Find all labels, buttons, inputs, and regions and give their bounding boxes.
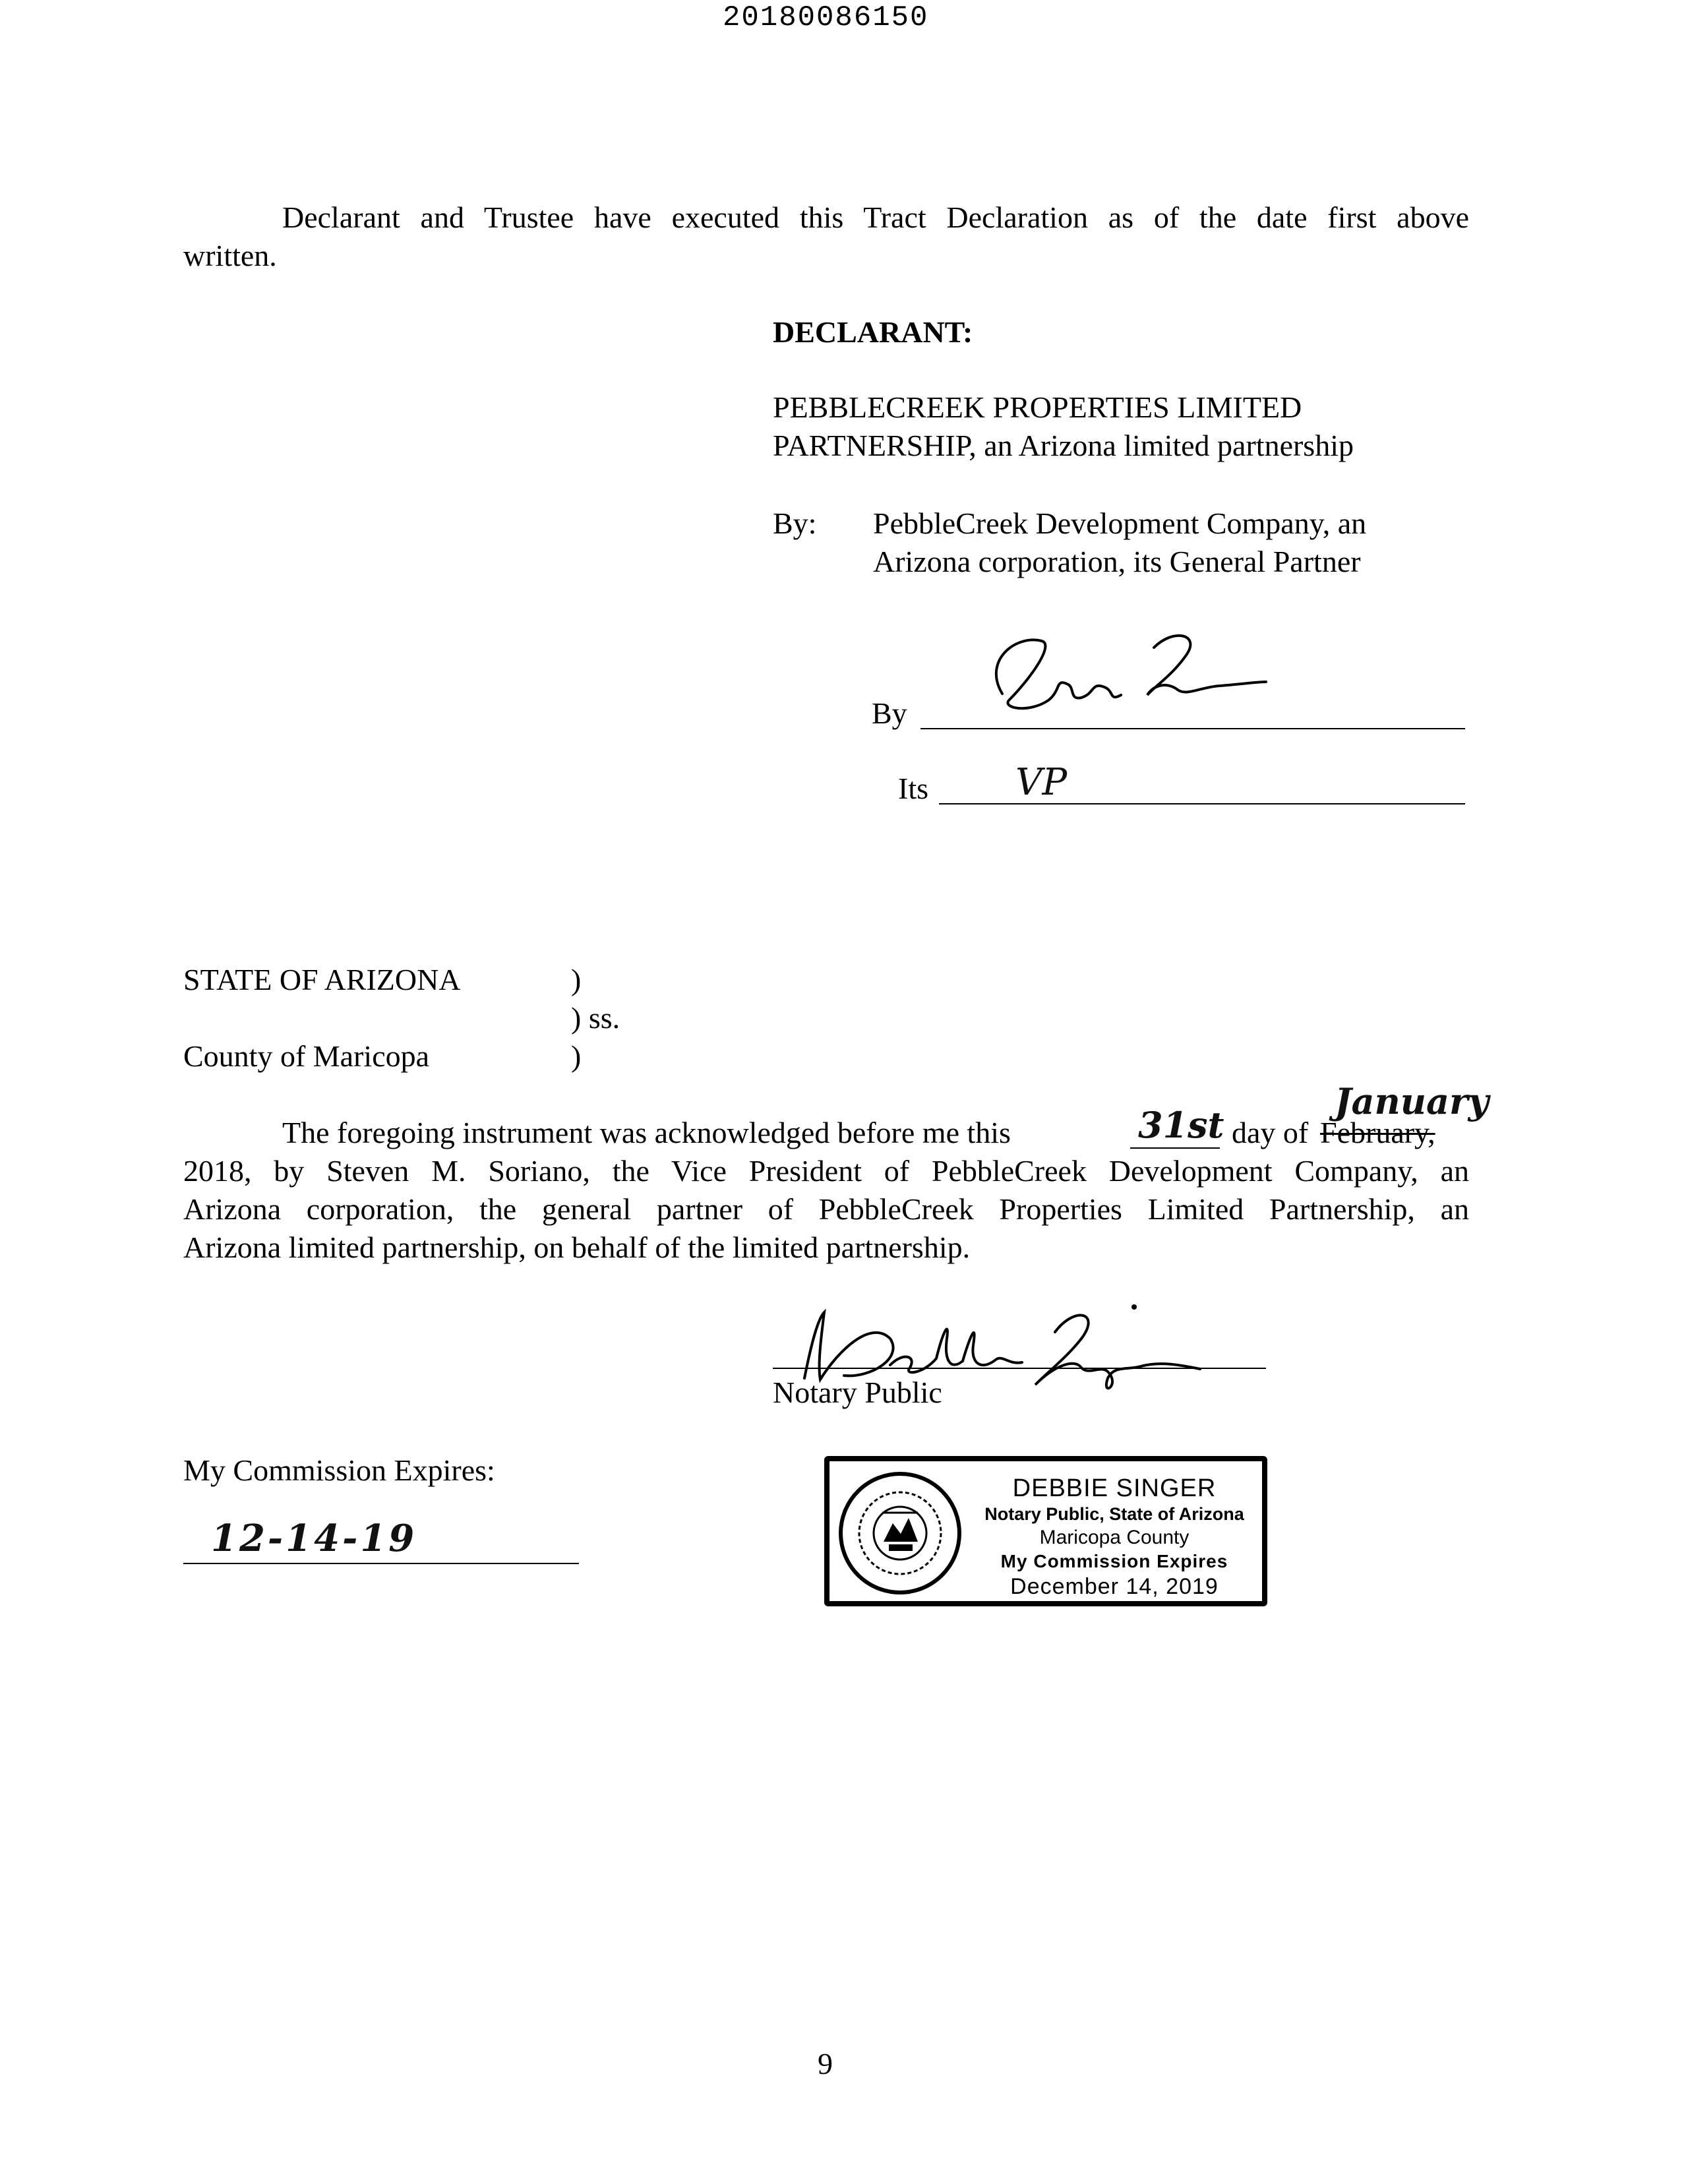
intro-line-1: Declarant and Trustee have executed this Tract Declaration as of the date first above [282,200,1469,234]
commission-line [183,1563,579,1564]
venue-paren-1: ) [571,963,582,996]
notary-label: Notary Public [773,1376,942,1409]
commission-label: My Commission Expires: [183,1453,495,1487]
declarant-by-label: By: [773,506,817,540]
month-struck: February, [1320,1116,1435,1149]
declarant-by-text-line-2: Arizona corporation, its General Partner [873,545,1361,578]
ack-line-1b: day of [1232,1116,1309,1149]
its-label: Its [898,772,928,805]
commission-handwritten: 12-14-19 [211,1517,417,1560]
declarant-entity-line-1: PEBBLECREEK PROPERTIES LIMITED [773,390,1302,424]
stamp-title: Notary Public, State of Arizona [984,1504,1244,1524]
stamp-expires-date: December 14, 2019 [1010,1574,1219,1599]
venue-paren-2: ) [571,1039,582,1073]
declarant-by-text-line-1: PebbleCreek Development Company, an [873,506,1367,540]
venue-county: County of Maricopa [183,1039,430,1073]
day-value: 31st [1138,1104,1224,1146]
page-number: 9 [818,2047,833,2080]
state-seal-icon [839,1472,961,1594]
venue-ss: ) ss. [571,1001,620,1035]
ack-line-1a: The foregoing instrument was acknowledged before me this [282,1116,1011,1149]
notary-stamp [824,1456,1267,1606]
stamp-name: DEBBIE SINGER [1012,1474,1217,1502]
notary-signature-line [773,1368,1266,1369]
declarant-entity-line-2: PARTNERSHIP, an Arizona limited partnership [773,429,1354,462]
its-value: VP [1015,761,1068,804]
stamp-expires-label: My Commission Expires [1000,1551,1228,1571]
declarant-heading: DECLARANT: [773,315,973,349]
ack-line-3: Arizona corporation, the general partner of PebbleCreek Properties Limited Partnership, an [183,1192,1469,1226]
document-number: 20180086150 [723,1,929,34]
day-blank-line [1130,1147,1220,1149]
declarant-signature [956,621,1273,727]
ack-line-2: 2018, by Steven M. Soriano, the Vice President of PebbleCreek Development Company, an [183,1154,1469,1188]
signature-by-label: By [872,696,907,730]
seal-graphic [843,1476,957,1591]
intro-line-2: written. [183,239,277,272]
signature-line [920,728,1465,729]
month-handwritten: January [1335,1080,1489,1122]
stamp-county: Maricopa County [1039,1527,1190,1548]
venue-state: STATE OF ARIZONA [183,963,461,996]
ack-line-4: Arizona limited partnership, on behalf of the limited partnership. [183,1230,971,1264]
